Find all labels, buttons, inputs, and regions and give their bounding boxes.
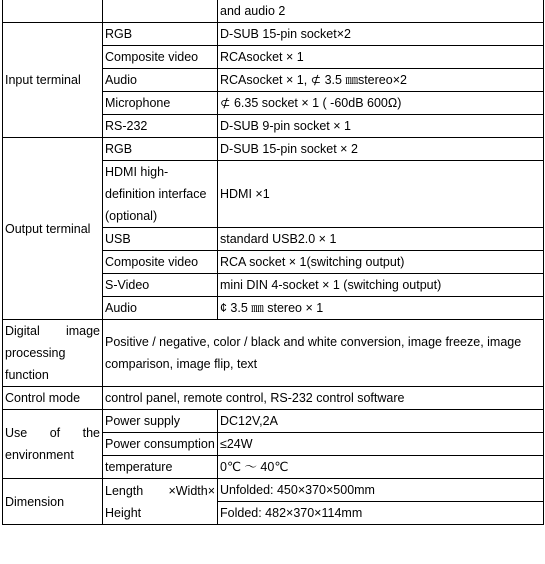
value-cell: ¢ 3.5 ㎜ stereo × 1 xyxy=(218,297,544,320)
item-cell: Power supply xyxy=(103,410,218,433)
value-cell: mini DIN 4-socket × 1 (switching output) xyxy=(218,274,544,297)
item-cell: S-Video xyxy=(103,274,218,297)
value-cell: Folded: 482×370×114mm xyxy=(218,502,544,525)
value-cell: standard USB2.0 × 1 xyxy=(218,228,544,251)
value-cell: ⊄ 6.35 socket × 1 ( -60dB 600Ω) xyxy=(218,92,544,115)
item-cell: Length ×Width× Height xyxy=(103,479,218,525)
item-cell xyxy=(103,0,218,23)
value-cell: RCA socket × 1(switching output) xyxy=(218,251,544,274)
value-cell: HDMI ×1 xyxy=(218,161,544,228)
item-cell: RGB xyxy=(103,23,218,46)
item-cell: Composite video xyxy=(103,46,218,69)
item-cell: HDMI high-definition interface (optional) xyxy=(103,161,218,228)
item-cell: Microphone xyxy=(103,92,218,115)
table-row xyxy=(3,479,544,502)
category-digital-image: Digital image processing function xyxy=(3,320,103,387)
item-cell: Audio xyxy=(103,297,218,320)
value-cell: Positive / negative, color / black and white conversion, image freeze, image comparison, image flip, text xyxy=(103,320,544,387)
category-dimension: Dimension xyxy=(3,479,103,525)
item-cell: temperature xyxy=(103,456,218,479)
item-cell: RS-232 xyxy=(103,115,218,138)
category-environment: Use of the environment xyxy=(3,410,103,479)
value-cell: and audio 2 xyxy=(218,0,544,23)
value-cell: DC12V,2A xyxy=(218,410,544,433)
value-cell: 0℃ ～ 40℃ xyxy=(218,456,544,479)
category-control-mode: Control mode xyxy=(3,387,103,410)
value-cell: D-SUB 9-pin socket × 1 xyxy=(218,115,544,138)
item-cell: Power consumption xyxy=(103,433,218,456)
table-row xyxy=(3,138,544,161)
table-row xyxy=(3,320,544,387)
value-cell: RCAsocket × 1 xyxy=(218,46,544,69)
table-row xyxy=(3,387,544,410)
table-row xyxy=(3,410,544,433)
value-cell: D-SUB 15-pin socket×2 xyxy=(218,23,544,46)
category-input-terminal: Input terminal xyxy=(3,23,103,138)
spec-table xyxy=(2,0,544,525)
table-row xyxy=(3,23,544,46)
item-cell: USB xyxy=(103,228,218,251)
value-cell: ≤24W xyxy=(218,433,544,456)
value-cell: D-SUB 15-pin socket × 2 xyxy=(218,138,544,161)
table-row xyxy=(3,0,544,23)
value-cell: Unfolded: 450×370×500mm xyxy=(218,479,544,502)
item-cell: RGB xyxy=(103,138,218,161)
value-cell: RCAsocket × 1, ⊄ 3.5 ㎜stereo×2 xyxy=(218,69,544,92)
item-cell: Audio xyxy=(103,69,218,92)
category-cell xyxy=(3,0,103,23)
item-cell: Composite video xyxy=(103,251,218,274)
value-cell: control panel, remote control, RS-232 control software xyxy=(103,387,544,410)
category-output-terminal: Output terminal xyxy=(3,138,103,320)
